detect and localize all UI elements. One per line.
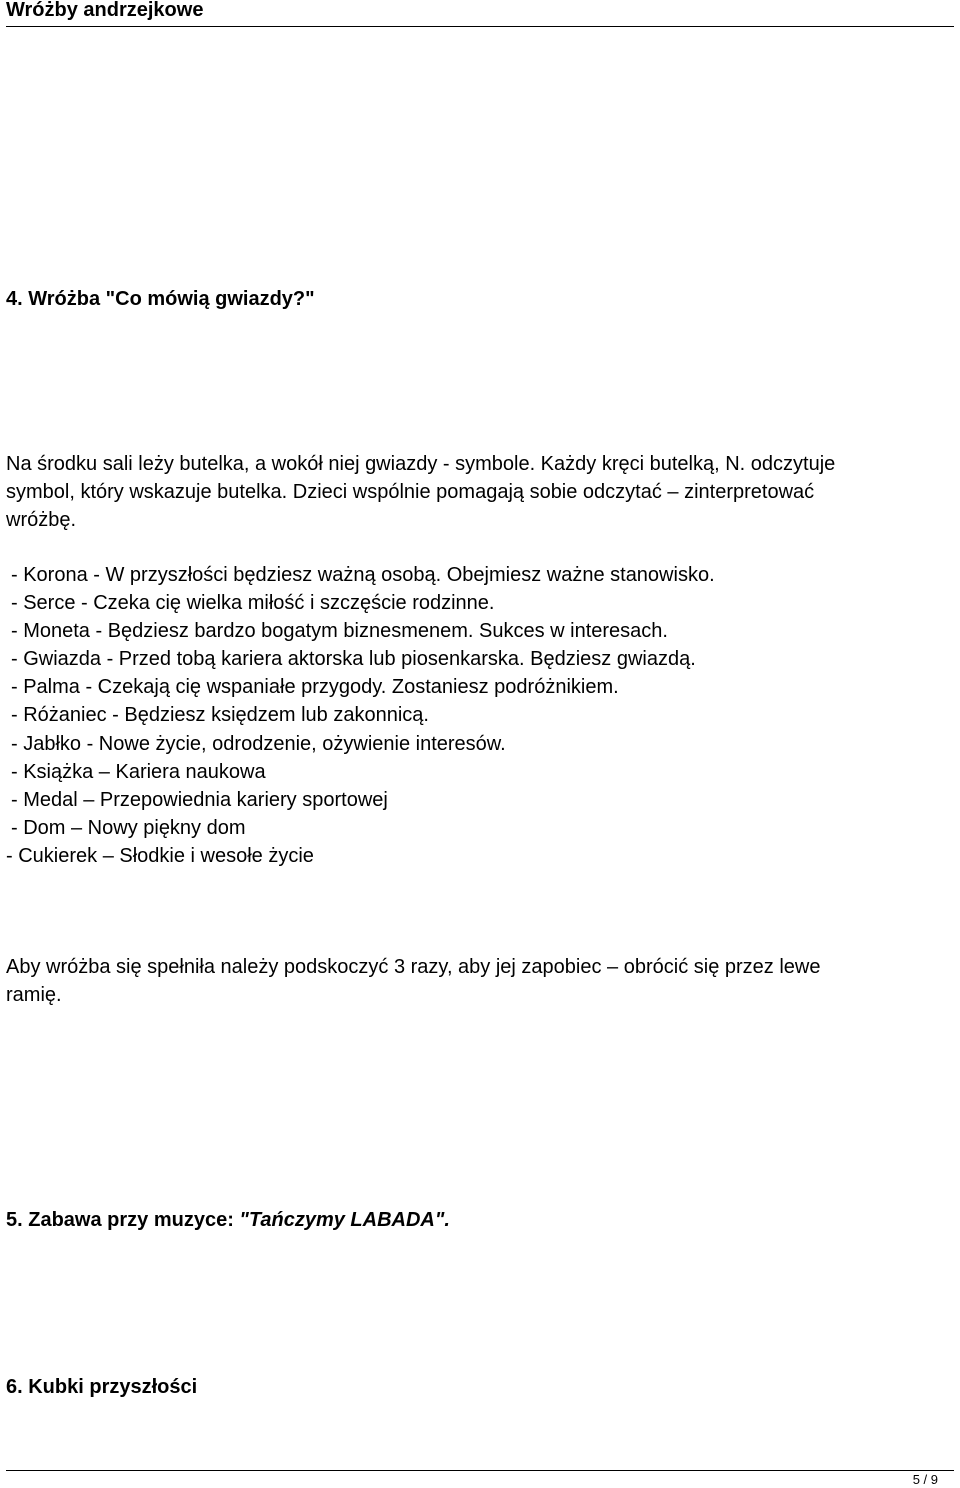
page-number: 5 / 9 [912, 1472, 938, 1487]
closing-line: Aby wróżba się spełniła należy podskoczyć 3 razy, aby jej zapobiec – obrócić się przez lewe [6, 956, 821, 978]
intro-line: symbol, który wskazuje butelka. Dzieci wspólnie pomagają sobie odczytać – zinterpretować [6, 481, 815, 503]
section-6-heading: 6. Kubki przyszłości [6, 1376, 198, 1398]
section-4-closing [6, 953, 941, 1009]
list-item: - Dom – Nowy piękny dom [11, 816, 246, 839]
list-item: - Różaniec - Będziesz księdzem lub zakonnicą. [11, 704, 429, 727]
list-item: - Moneta - Będziesz bardzo bogatym biznesmenem. Sukces w interesach. [11, 620, 668, 643]
list-item: - Medal – Przepowiednia kariery sportowej [11, 788, 388, 811]
section-5-heading [6, 1208, 450, 1232]
section-5-heading-title: "Tańczymy LABADA". [239, 1209, 450, 1231]
section-4-heading: 4. Wróżba "Co mówią gwiazdy?" [6, 288, 315, 310]
list-item: - Palma - Czekają cię wspaniałe przygody. Zostaniesz podróżnikiem. [11, 676, 619, 699]
list-item: - Książka – Kariera naukowa [11, 760, 266, 783]
footer-divider [6, 1470, 954, 1471]
list-item: - Cukierek – Słodkie i wesołe życie [6, 844, 314, 867]
section-5-heading-prefix: 5. Zabawa przy muzyce: [6, 1209, 240, 1231]
list-item: - Korona - W przyszłości będziesz ważną osobą. Obejmiesz ważne stanowisko. [11, 564, 715, 586]
page-header-title: Wróżby andrzejkowe [6, 0, 204, 21]
list-item: - Gwiazda - Przed tobą kariera aktorska lub piosenkarska. Będziesz gwiazdą. [11, 648, 696, 671]
list-item: - Serce - Czeka cię wielka miłość i szczęście rodzinne. [11, 592, 495, 615]
closing-line: ramię. [6, 984, 62, 1006]
header-divider [6, 26, 954, 27]
section-4-intro [6, 450, 941, 534]
symbol-list [6, 561, 715, 870]
intro-line: wróżbę. [6, 509, 77, 531]
intro-line: Na środku sali leży butelka, a wokół niej gwiazdy - symbole. Każdy kręci butelką, N. odczytuje [6, 453, 836, 475]
list-item: - Jabłko - Nowe życie, odrodzenie, ożywienie interesów. [11, 732, 506, 755]
